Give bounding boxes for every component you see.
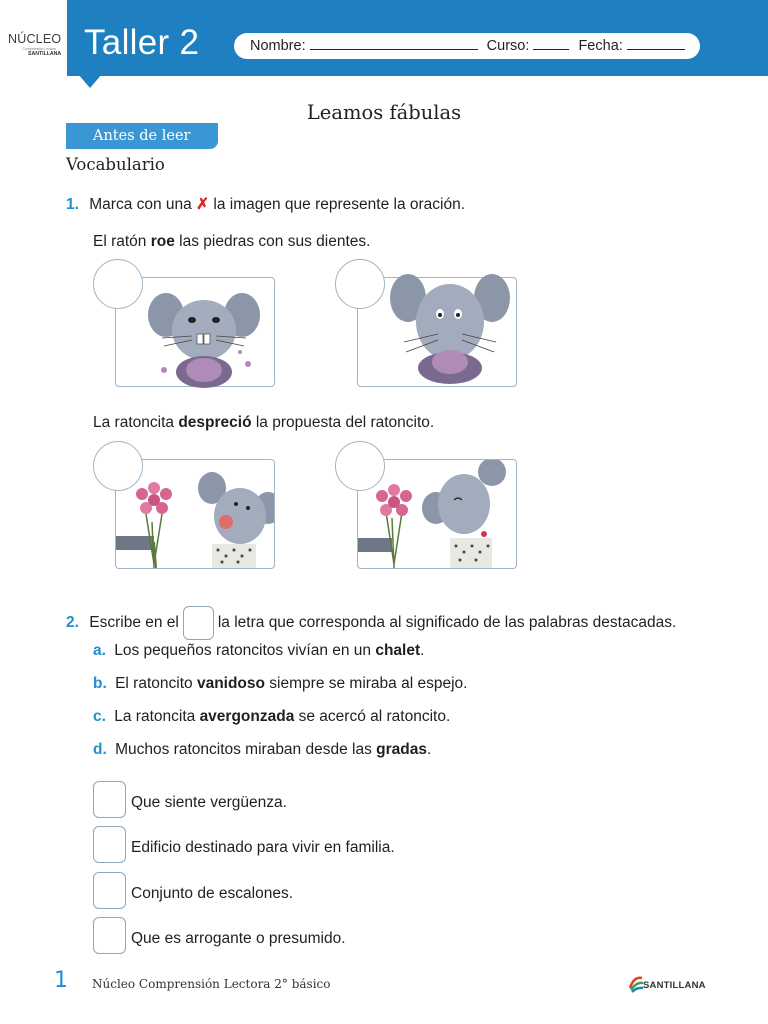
- definition-text: Conjunto de escalones.: [131, 885, 294, 902]
- santillana-logo-icon: [628, 974, 644, 994]
- santillana-logo: [628, 974, 708, 994]
- item-letter: c.: [93, 708, 106, 725]
- page-title: Leamos fábulas: [306, 101, 462, 124]
- page-title-taller: Taller 2: [84, 23, 200, 62]
- answer-circle[interactable]: [335, 441, 385, 491]
- example-letter-box: [183, 606, 214, 640]
- student-info-bar: [234, 33, 700, 59]
- nucleo-logo-publisher: SANTILLANA: [28, 51, 62, 57]
- curso-field[interactable]: [533, 35, 569, 50]
- list-item: d. Muchos ratoncitos miraban desde las gradas.: [93, 741, 432, 758]
- question-1: [66, 195, 465, 215]
- sentence-1: El ratón roe las piedras con sus dientes.: [93, 233, 371, 250]
- footer-text: Núcleo Comprensión Lectora 2° básico: [92, 977, 331, 991]
- list-item: a. Los pequeños ratoncitos vivían en un chalet.: [93, 642, 425, 659]
- item-letter: d.: [93, 741, 107, 758]
- fecha-label: Fecha:: [578, 38, 623, 54]
- sentence-2: La ratoncita despreció la propuesta del ratoncito.: [93, 414, 435, 431]
- nucleo-logo-text: NÚCLEO: [8, 32, 62, 46]
- item-letter: b.: [93, 675, 107, 692]
- question-text: la imagen que represente la oración.: [213, 196, 466, 213]
- list-item: c. La ratoncita avergonzada se acercó al ratoncito.: [93, 708, 451, 725]
- question-text: la letra que corresponda al significado de las palabras destacadas.: [217, 614, 677, 632]
- nombre-label: Nombre:: [250, 38, 306, 54]
- mouse-gnawing-illustration: [144, 290, 264, 388]
- nombre-field[interactable]: [310, 35, 478, 50]
- question-number: 2.: [66, 614, 79, 632]
- cross-mark-icon: ✗: [196, 196, 210, 213]
- section-title: Vocabulario: [66, 155, 165, 174]
- nucleo-logo-subtext: Comprensión Lectora: [22, 47, 56, 51]
- fecha-field[interactable]: [627, 35, 685, 50]
- answer-circle[interactable]: [93, 441, 143, 491]
- section-tab: Antes de leer: [66, 123, 218, 149]
- definition-text: Que es arrogante o presumido.: [131, 930, 346, 947]
- question-text: Escribe en el: [89, 614, 179, 632]
- page-number: 1: [54, 968, 68, 993]
- header-notch: [78, 74, 102, 88]
- mouse-holding-rock-illustration: [388, 272, 512, 386]
- nucleo-logo: [8, 32, 64, 62]
- answer-letter-box[interactable]: [93, 872, 126, 909]
- answer-circle[interactable]: [335, 259, 385, 309]
- curso-label: Curso:: [486, 38, 530, 54]
- question-text: Marca con una: [89, 196, 192, 213]
- item-letter: a.: [93, 642, 106, 659]
- santillana-logo-text: SANTILLANA: [643, 980, 706, 991]
- question-number: 1.: [66, 196, 79, 213]
- answer-letter-box[interactable]: [93, 826, 126, 863]
- question-2: [66, 606, 676, 640]
- answer-letter-box[interactable]: [93, 917, 126, 954]
- answer-circle[interactable]: [93, 259, 143, 309]
- definition-text: Que siente vergüenza.: [131, 794, 287, 811]
- mouse-with-flowers-illustration: [116, 464, 274, 568]
- answer-letter-box[interactable]: [93, 781, 126, 818]
- definition-text: Edificio destinado para vivir en familia.: [131, 839, 395, 856]
- list-item: b. El ratoncito vanidoso siempre se miraba al espejo.: [93, 675, 468, 692]
